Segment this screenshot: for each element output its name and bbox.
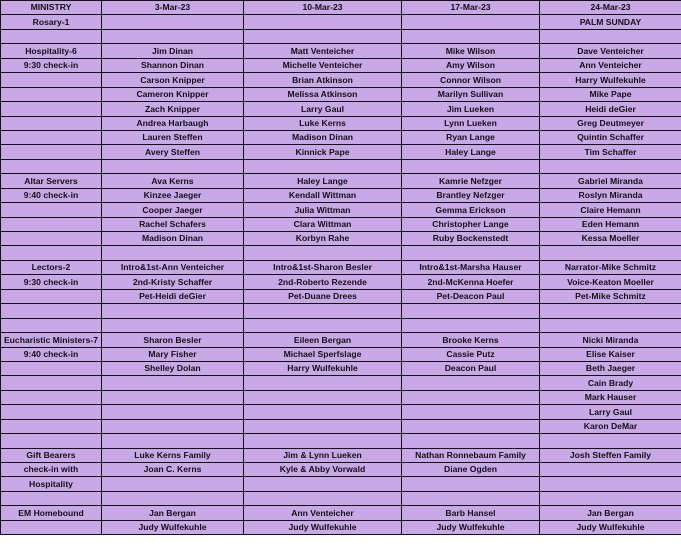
date-2-cell[interactable]: Korbyn Rahe (244, 232, 402, 246)
date-3-cell[interactable]: Cassie Putz (402, 347, 540, 361)
date-3-cell[interactable] (402, 419, 540, 433)
date-2-cell[interactable]: Harry Wulfekuhle (244, 361, 402, 375)
date-4-cell[interactable]: Josh Steffen Family (540, 448, 681, 462)
date-header[interactable]: 24-Mar-23 (540, 1, 681, 15)
table-row (1, 15, 681, 29)
date-3-cell[interactable] (402, 491, 540, 505)
date-1-cell[interactable]: Mary Fisher (102, 347, 244, 361)
date-3-cell[interactable]: Kamrie Nefzger (402, 174, 540, 188)
date-2-cell[interactable] (244, 491, 402, 505)
table-row (1, 506, 681, 520)
date-1-cell[interactable]: Cooper Jaeger (102, 203, 244, 217)
date-2-cell[interactable] (244, 376, 402, 390)
date-2-cell[interactable] (244, 434, 402, 448)
date-1-cell[interactable]: Luke Kerns Family (102, 448, 244, 462)
ministry-header[interactable]: MINISTRY (1, 1, 102, 15)
date-2-cell[interactable] (244, 29, 402, 43)
table-row (1, 73, 681, 87)
ministry-cell[interactable]: 9:40 check-in (1, 188, 102, 202)
date-2-cell[interactable] (244, 419, 402, 433)
ministry-cell[interactable] (1, 520, 102, 534)
date-2-cell[interactable]: Kinnick Pape (244, 145, 402, 159)
table-row (1, 304, 681, 318)
date-2-cell[interactable]: Haley Lange (244, 174, 402, 188)
date-2-cell[interactable]: Eileen Bergan (244, 333, 402, 347)
ministry-cell[interactable]: Hospitality (1, 477, 102, 491)
ministry-cell[interactable] (1, 73, 102, 87)
date-3-cell[interactable]: Ryan Lange (402, 130, 540, 144)
table-row (1, 333, 681, 347)
table-row (1, 217, 681, 231)
table-row (1, 448, 681, 462)
ministry-cell[interactable] (1, 318, 102, 332)
date-3-cell[interactable] (402, 405, 540, 419)
date-3-cell[interactable] (402, 318, 540, 332)
table-row (1, 434, 681, 448)
date-2-cell[interactable] (244, 15, 402, 29)
table-row (1, 275, 681, 289)
date-4-cell[interactable]: Claire Hemann (540, 203, 681, 217)
table-row (1, 318, 681, 332)
date-3-cell[interactable] (402, 246, 540, 260)
date-2-cell[interactable]: Jim & Lynn Lueken (244, 448, 402, 462)
ministry-cell[interactable]: 9:30 check-in (1, 58, 102, 72)
table-row (1, 463, 681, 477)
table-row (1, 87, 681, 101)
table-row (1, 520, 681, 534)
date-1-cell[interactable] (102, 419, 244, 433)
date-2-cell[interactable] (244, 390, 402, 404)
date-2-cell[interactable]: Judy Wulfekuhle (244, 520, 402, 534)
date-2-cell[interactable]: Michael Sperfslage (244, 347, 402, 361)
table-row (1, 102, 681, 116)
ministry-cell[interactable] (1, 246, 102, 260)
date-2-cell[interactable]: Larry Gaul (244, 102, 402, 116)
date-1-cell[interactable]: Sharon Besler (102, 333, 244, 347)
date-4-cell[interactable]: Karon DeMar (540, 419, 681, 433)
date-4-cell[interactable] (540, 304, 681, 318)
table-row (1, 347, 681, 361)
date-1-cell[interactable]: 2nd-Kristy Schaffer (102, 275, 244, 289)
date-2-cell[interactable]: Intro&1st-Sharon Besler (244, 260, 402, 274)
ministry-cell[interactable] (1, 376, 102, 390)
table-row (1, 405, 681, 419)
date-4-cell[interactable]: Quintin Schaffer (540, 130, 681, 144)
date-3-cell[interactable]: Jim Lueken (402, 102, 540, 116)
date-1-cell[interactable] (102, 477, 244, 491)
date-1-cell[interactable] (102, 376, 244, 390)
date-1-cell[interactable]: Cameron Knipper (102, 87, 244, 101)
date-1-cell[interactable] (102, 15, 244, 29)
date-4-cell[interactable] (540, 159, 681, 173)
ministry-cell[interactable] (1, 145, 102, 159)
date-1-cell[interactable]: Jim Dinan (102, 44, 244, 58)
ministry-cell[interactable] (1, 405, 102, 419)
date-2-cell[interactable]: Julia Wittman (244, 203, 402, 217)
date-1-cell[interactable] (102, 246, 244, 260)
table-row (1, 491, 681, 505)
date-2-cell[interactable]: Matt Venteicher (244, 44, 402, 58)
date-1-cell[interactable]: Lauren Steffen (102, 130, 244, 144)
date-1-cell[interactable] (102, 304, 244, 318)
date-4-cell[interactable] (540, 434, 681, 448)
ministry-cell[interactable] (1, 304, 102, 318)
ministry-cell[interactable] (1, 232, 102, 246)
table-row (1, 130, 681, 144)
table-row (1, 58, 681, 72)
date-3-cell[interactable]: Christopher Lange (402, 217, 540, 231)
date-3-cell[interactable] (402, 304, 540, 318)
date-1-cell[interactable] (102, 318, 244, 332)
ministry-cell[interactable]: Altar Servers (1, 174, 102, 188)
ministry-cell[interactable] (1, 203, 102, 217)
date-4-cell[interactable]: Ann Venteicher (540, 58, 681, 72)
date-1-cell[interactable]: Intro&1st-Ann Venteicher (102, 260, 244, 274)
date-1-cell[interactable]: Pet-Heidi deGier (102, 289, 244, 303)
table-row (1, 116, 681, 130)
date-4-cell[interactable]: Heidi deGier (540, 102, 681, 116)
date-4-cell[interactable]: Dave Venteicher (540, 44, 681, 58)
table-row (1, 145, 681, 159)
ministry-cell[interactable] (1, 217, 102, 231)
date-4-cell[interactable]: Harry Wulfekuhle (540, 73, 681, 87)
date-2-cell[interactable]: Brian Atkinson (244, 73, 402, 87)
header-row (1, 1, 681, 15)
date-4-cell[interactable]: Voice-Keaton Moeller (540, 275, 681, 289)
date-2-cell[interactable]: Clara Wittman (244, 217, 402, 231)
date-4-cell[interactable] (540, 29, 681, 43)
ministry-cell[interactable]: Eucharistic Ministers-7 (1, 333, 102, 347)
ministry-cell[interactable]: EM Homebound (1, 506, 102, 520)
table-row (1, 419, 681, 433)
date-header[interactable]: 3-Mar-23 (102, 1, 244, 15)
table-row (1, 232, 681, 246)
date-1-cell[interactable] (102, 390, 244, 404)
date-3-cell[interactable] (402, 159, 540, 173)
table-row (1, 174, 681, 188)
ministry-cell[interactable] (1, 29, 102, 43)
date-2-cell[interactable] (244, 477, 402, 491)
ministry-cell[interactable]: Lectors-2 (1, 260, 102, 274)
date-4-cell[interactable]: Tim Schaffer (540, 145, 681, 159)
date-2-cell[interactable]: Michelle Venteicher (244, 58, 402, 72)
date-1-cell[interactable]: Andrea Harbaugh (102, 116, 244, 130)
date-2-cell[interactable]: Kendall Wittman (244, 188, 402, 202)
date-3-cell[interactable] (402, 29, 540, 43)
ministry-cell[interactable] (1, 491, 102, 505)
date-4-cell[interactable]: Eden Hemann (540, 217, 681, 231)
date-1-cell[interactable]: Shannon Dinan (102, 58, 244, 72)
date-3-cell[interactable]: Amy Wilson (402, 58, 540, 72)
date-3-cell[interactable]: Lynn Lueken (402, 116, 540, 130)
schedule-body (1, 1, 681, 535)
date-3-cell[interactable]: Gemma Erickson (402, 203, 540, 217)
date-3-cell[interactable]: Barb Hansel (402, 506, 540, 520)
date-3-cell[interactable]: Diane Ogden (402, 463, 540, 477)
date-1-cell[interactable]: Rachel Schafers (102, 217, 244, 231)
ministry-cell[interactable] (1, 289, 102, 303)
ministry-cell[interactable]: 9:30 check-in (1, 275, 102, 289)
date-2-cell[interactable] (244, 304, 402, 318)
ministry-cell[interactable]: 9:40 check-in (1, 347, 102, 361)
date-4-cell[interactable]: Cain Brady (540, 376, 681, 390)
date-3-cell[interactable]: Brantley Nefzger (402, 188, 540, 202)
date-1-cell[interactable]: Kinzee Jaeger (102, 188, 244, 202)
date-1-cell[interactable] (102, 405, 244, 419)
table-row (1, 390, 681, 404)
date-3-cell[interactable]: Connor Wilson (402, 73, 540, 87)
date-4-cell[interactable]: Jan Bergan (540, 506, 681, 520)
ministry-cell[interactable]: Rosary-1 (1, 15, 102, 29)
date-4-cell[interactable] (540, 477, 681, 491)
date-4-cell[interactable]: Pet-Mike Schmitz (540, 289, 681, 303)
date-1-cell[interactable] (102, 29, 244, 43)
date-1-cell[interactable]: Carson Knipper (102, 73, 244, 87)
table-row (1, 246, 681, 260)
table-row (1, 260, 681, 274)
date-4-cell[interactable] (540, 463, 681, 477)
date-4-cell[interactable]: Larry Gaul (540, 405, 681, 419)
date-4-cell[interactable]: Roslyn Miranda (540, 188, 681, 202)
date-3-cell[interactable]: Pet-Deacon Paul (402, 289, 540, 303)
table-row (1, 361, 681, 375)
date-1-cell[interactable]: Judy Wulfekuhle (102, 520, 244, 534)
table-row (1, 29, 681, 43)
date-4-cell[interactable] (540, 318, 681, 332)
date-4-cell[interactable]: PALM SUNDAY (540, 15, 681, 29)
ministry-cell[interactable] (1, 390, 102, 404)
date-3-cell[interactable] (402, 434, 540, 448)
date-1-cell[interactable] (102, 491, 244, 505)
date-2-cell[interactable]: Pet-Duane Drees (244, 289, 402, 303)
ministry-cell[interactable] (1, 130, 102, 144)
date-2-cell[interactable]: Ann Venteicher (244, 506, 402, 520)
date-4-cell[interactable]: Judy Wulfekuhle (540, 520, 681, 534)
date-4-cell[interactable] (540, 491, 681, 505)
date-4-cell[interactable]: Nicki Miranda (540, 333, 681, 347)
date-3-cell[interactable]: Haley Lange (402, 145, 540, 159)
date-3-cell[interactable]: Deacon Paul (402, 361, 540, 375)
ministry-cell[interactable] (1, 159, 102, 173)
ministry-cell[interactable] (1, 102, 102, 116)
table-row (1, 376, 681, 390)
table-row (1, 188, 681, 202)
ministry-cell[interactable] (1, 361, 102, 375)
date-3-cell[interactable]: 2nd-McKenna Hoefer (402, 275, 540, 289)
date-2-cell[interactable]: Madison Dinan (244, 130, 402, 144)
date-2-cell[interactable] (244, 405, 402, 419)
date-3-cell[interactable]: Brooke Kerns (402, 333, 540, 347)
date-4-cell[interactable]: Gabriel Miranda (540, 174, 681, 188)
date-3-cell[interactable]: Nathan Ronnebaum Family (402, 448, 540, 462)
date-4-cell[interactable]: Mike Pape (540, 87, 681, 101)
date-1-cell[interactable] (102, 159, 244, 173)
date-2-cell[interactable]: Kyle & Abby Vorwald (244, 463, 402, 477)
ministry-cell[interactable] (1, 116, 102, 130)
date-1-cell[interactable]: Ava Kerns (102, 174, 244, 188)
date-4-cell[interactable]: Elise Kaiser (540, 347, 681, 361)
date-3-cell[interactable]: Judy Wulfekuhle (402, 520, 540, 534)
date-2-cell[interactable] (244, 246, 402, 260)
date-header[interactable]: 10-Mar-23 (244, 1, 402, 15)
date-1-cell[interactable]: Zach Knipper (102, 102, 244, 116)
date-3-cell[interactable]: Ruby Bockenstedt (402, 232, 540, 246)
date-4-cell[interactable]: Mark Hauser (540, 390, 681, 404)
date-3-cell[interactable] (402, 390, 540, 404)
table-row (1, 477, 681, 491)
date-3-cell[interactable]: Mike Wilson (402, 44, 540, 58)
date-1-cell[interactable] (102, 434, 244, 448)
ministry-cell[interactable] (1, 434, 102, 448)
date-4-cell[interactable]: Narrator-Mike Schmitz (540, 260, 681, 274)
date-1-cell[interactable]: Joan C. Kerns (102, 463, 244, 477)
table-row (1, 159, 681, 173)
date-1-cell[interactable]: Jan Bergan (102, 506, 244, 520)
date-3-cell[interactable]: Marilyn Sullivan (402, 87, 540, 101)
date-2-cell[interactable]: Luke Kerns (244, 116, 402, 130)
ministry-cell[interactable] (1, 87, 102, 101)
ministry-cell[interactable] (1, 419, 102, 433)
date-1-cell[interactable]: Madison Dinan (102, 232, 244, 246)
date-4-cell[interactable]: Greg Deutmeyer (540, 116, 681, 130)
date-4-cell[interactable] (540, 246, 681, 260)
date-1-cell[interactable]: Avery Steffen (102, 145, 244, 159)
date-1-cell[interactable]: Shelley Dolan (102, 361, 244, 375)
date-2-cell[interactable]: Melissa Atkinson (244, 87, 402, 101)
ministry-cell[interactable]: Gift Bearers (1, 448, 102, 462)
table-row (1, 44, 681, 58)
date-2-cell[interactable]: 2nd-Roberto Rezende (244, 275, 402, 289)
date-3-cell[interactable] (402, 477, 540, 491)
date-2-cell[interactable] (244, 318, 402, 332)
ministry-cell[interactable]: Hospitality-6 (1, 44, 102, 58)
date-4-cell[interactable]: Kessa Moeller (540, 232, 681, 246)
date-2-cell[interactable] (244, 159, 402, 173)
date-3-cell[interactable] (402, 376, 540, 390)
table-row (1, 289, 681, 303)
date-3-cell[interactable]: Intro&1st-Marsha Hauser (402, 260, 540, 274)
table-row (1, 203, 681, 217)
date-4-cell[interactable]: Beth Jaeger (540, 361, 681, 375)
ministry-cell[interactable]: check-in with (1, 463, 102, 477)
date-header[interactable]: 17-Mar-23 (402, 1, 540, 15)
date-3-cell[interactable] (402, 15, 540, 29)
